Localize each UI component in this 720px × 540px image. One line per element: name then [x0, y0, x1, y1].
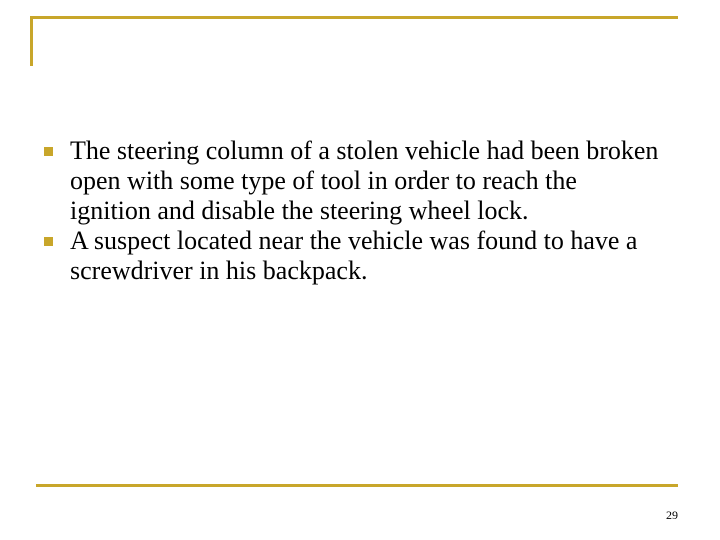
left-rule	[30, 16, 33, 66]
page-number: 29	[666, 508, 678, 522]
bullet-text: The steering column of a stolen vehicle had been broken open with some type of tool in order to reach the ignition and disable the steering wheel lock.	[70, 136, 659, 225]
square-bullet-icon	[44, 237, 53, 246]
bullet-list	[44, 136, 664, 286]
square-bullet-icon	[44, 147, 53, 156]
bullet-text: A suspect located near the vehicle was found to have a screwdriver in his backpack.	[70, 226, 638, 285]
bullet-item	[44, 136, 664, 226]
bullet-item	[44, 226, 664, 286]
bottom-rule	[36, 484, 678, 487]
top-rule	[30, 16, 678, 19]
